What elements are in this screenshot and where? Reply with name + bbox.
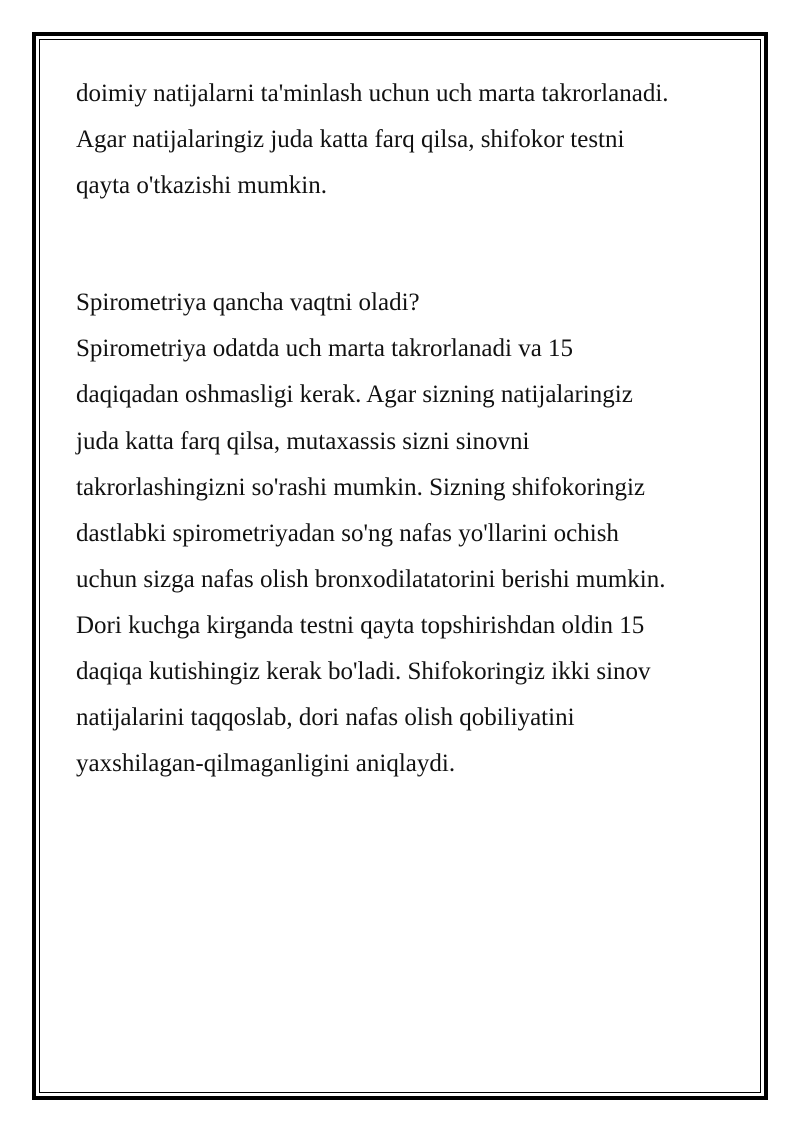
paragraph-line: uchun sizga nafas olish bronxodilatatorini berishi mumkin. — [76, 566, 666, 593]
paragraph-line: juda katta farq qilsa, mutaxassis sizni sinovni — [76, 428, 530, 455]
paragraph-line: daqiqadan oshmasligi kerak. Agar sizning natijalaringiz — [76, 381, 633, 408]
paragraph-line: Agar natijalaringiz juda katta farq qilsa, shifokor testni — [76, 126, 625, 153]
section-heading: Spirometriya qancha vaqtni oladi? — [76, 289, 420, 316]
paragraph-line: Dori kuchga kirganda testni qayta topshirishdan oldin 15 — [76, 612, 645, 639]
paragraph-line: doimiy natijalarni ta'minlash uchun uch marta takrorlanadi. — [76, 80, 669, 107]
paragraph-line: takrorlashingizni so'rashi mumkin. Sizning shifokoringiz — [76, 474, 646, 501]
paragraph-line: Spirometriya odatda uch marta takrorlanadi va 15 — [76, 335, 574, 362]
paragraph-line: qayta o'tkazishi mumkin. — [76, 172, 327, 199]
paragraph-line: dastlabki spirometriyadan so'ng nafas yo'llarini ochish — [76, 520, 619, 547]
paragraph-line: natijalarini taqqoslab, dori nafas olish qobiliyatini — [76, 704, 575, 731]
paragraph-line: daqiqa kutishingiz kerak bo'ladi. Shifokoringiz ikki sinov — [76, 658, 651, 685]
paragraph-line: yaxshilagan-qilmaganligini aniqlaydi. — [76, 750, 456, 777]
